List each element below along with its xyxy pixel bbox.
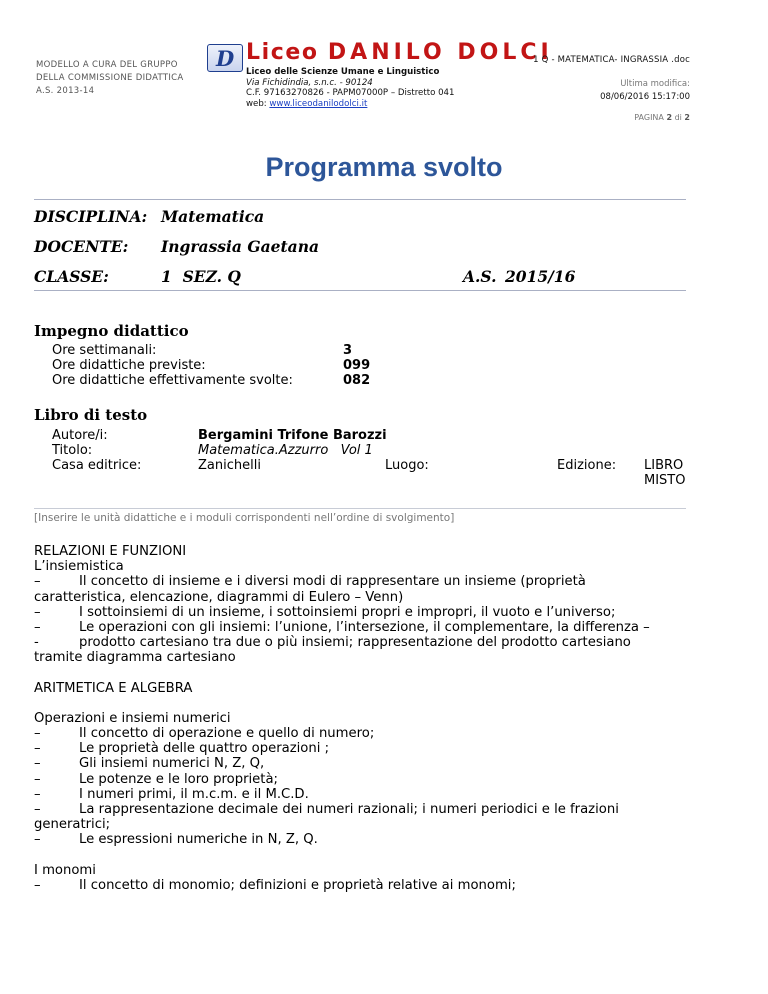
school-name: Liceo delle Scienze Umane e Linguistico (246, 67, 440, 77)
luogo-label: Luogo: (385, 458, 429, 473)
disciplina-label: DISCIPLINA: (34, 207, 148, 226)
list-item-cont: tramite diagramma cartesiano (34, 650, 236, 666)
template-note-line: DELLA COMMISSIONE DIDATTICA (36, 73, 184, 83)
school-codes: C.F. 97163270826 - PAPM07000P – Distretto 041 (246, 88, 455, 98)
impegno-row-value: 3 (343, 343, 353, 358)
list-item: – Le proprietà delle quattro operazioni ; (34, 741, 330, 757)
autore-value: Bergamini Trifone Barozzi (198, 428, 387, 443)
impegno-row-value: 099 (343, 358, 371, 373)
page-number: PAGINA 2 di 2 (634, 113, 690, 122)
classe-label: CLASSE: (34, 267, 109, 286)
as-label: A.S. (463, 267, 497, 286)
instruction-note: [Inserire le unità didattiche e i moduli corrispondenti nell’ordine di svolgimento] (34, 512, 455, 524)
modified-label: Ultima modifica: (620, 79, 690, 89)
list-item: – Le operazioni con gli insiemi: l’unione, l’intersezione, il complementare, la differenza – (34, 620, 650, 636)
impegno-labels (52, 343, 293, 388)
libro-labels (52, 428, 141, 473)
school-web: web: www.liceodanilodolci.it (246, 98, 368, 109)
list-item: – Gli insiemi numerici N, Z, Q, (34, 756, 265, 772)
list-item: - prodotto cartesiano tra due o più insiemi; rappresentazione del prodotto cartesiano (34, 635, 631, 651)
school-logo-icon: D (207, 44, 243, 72)
casa-value: Zanichelli (198, 458, 261, 473)
brand-prefix: Liceo (246, 40, 319, 65)
modified-date: 08/06/2016 15:17:00 (600, 92, 690, 102)
school-info (246, 67, 454, 109)
libro-heading: Libro di testo (34, 406, 148, 424)
divider (34, 290, 686, 291)
school-website-link[interactable]: www.liceodanilodolci.it (269, 98, 368, 109)
titolo-value: Matematica.Azzurro Vol 1 (198, 443, 373, 458)
template-note (36, 59, 184, 98)
subsection-title: Operazioni e insiemi numerici (34, 710, 231, 726)
list-item: – Il concetto di monomio; definizioni e proprietà relative ai monomi; (34, 877, 516, 893)
list-item: – La rappresentazione decimale dei numeri razionali; i numeri periodici e le frazioni (34, 802, 619, 818)
as-value: 2015/16 (505, 267, 576, 286)
impegno-heading: Impegno didattico (34, 322, 189, 340)
libro-values (198, 428, 387, 473)
docente-value: Ingrassia Gaetana (161, 237, 320, 256)
edizione-label: Edizione: (557, 458, 617, 473)
template-note-line: MODELLO A CURA DEL GRUPPO (36, 60, 178, 70)
brand-name: DANILO DOLCI (327, 40, 553, 65)
list-item-cont: generatrici; (34, 817, 111, 833)
list-item: – Le potenze e le loro proprietà; (34, 771, 278, 787)
impegno-row-value: 082 (343, 373, 371, 388)
section-title: ARITMETICA E ALGEBRA (34, 680, 193, 696)
program-content (34, 544, 694, 893)
subsection-title: I monomi (34, 862, 96, 878)
docente-label: DOCENTE: (34, 237, 129, 256)
section-title: RELAZIONI E FUNZIONI (34, 544, 187, 559)
template-note-line: A.S. 2013-14 (36, 86, 95, 96)
impegno-row-label: Ore settimanali: (52, 343, 157, 358)
school-address: Via Fichidindia, s.n.c. - 90124 (246, 77, 373, 88)
impegno-row-label: Ore didattiche previste: (52, 358, 206, 373)
casa-label: Casa editrice: (52, 458, 142, 473)
list-item: – Le espressioni numeriche in N, Z, Q. (34, 832, 318, 848)
autore-label: Autore/i: (52, 428, 108, 443)
last-modified (490, 78, 690, 104)
list-item: – Il concetto di operazione e quello di numero; (34, 726, 375, 742)
edizione-value: LIBRO MISTO (644, 458, 686, 488)
disciplina-value: Matematica (161, 207, 265, 226)
impegno-row-label: Ore didattiche effettivamente svolte: (52, 373, 293, 388)
divider (34, 199, 686, 200)
divider (34, 508, 686, 509)
list-item: – Il concetto di insieme e i diversi modi di rappresentare un insieme (proprietà (34, 574, 586, 590)
list-item: – I numeri primi, il m.c.m. e il M.C.D. (34, 786, 309, 802)
subsection-title: L’insiemistica (34, 559, 124, 575)
file-name: 1 Q - MATEMATICA- INGRASSIA .doc (533, 55, 690, 65)
titolo-label: Titolo: (52, 443, 93, 458)
impegno-values (343, 343, 370, 388)
list-item-cont: caratteristica, elencazione, diagrammi di Eulero – Venn) (34, 589, 404, 605)
page-title: Programma svolto (265, 152, 503, 182)
classe-value: 1 SEZ. Q (161, 267, 241, 286)
list-item: – I sottoinsiemi di un insieme, i sottoinsiemi propri e impropri, il vuoto e l’universo; (34, 604, 616, 620)
